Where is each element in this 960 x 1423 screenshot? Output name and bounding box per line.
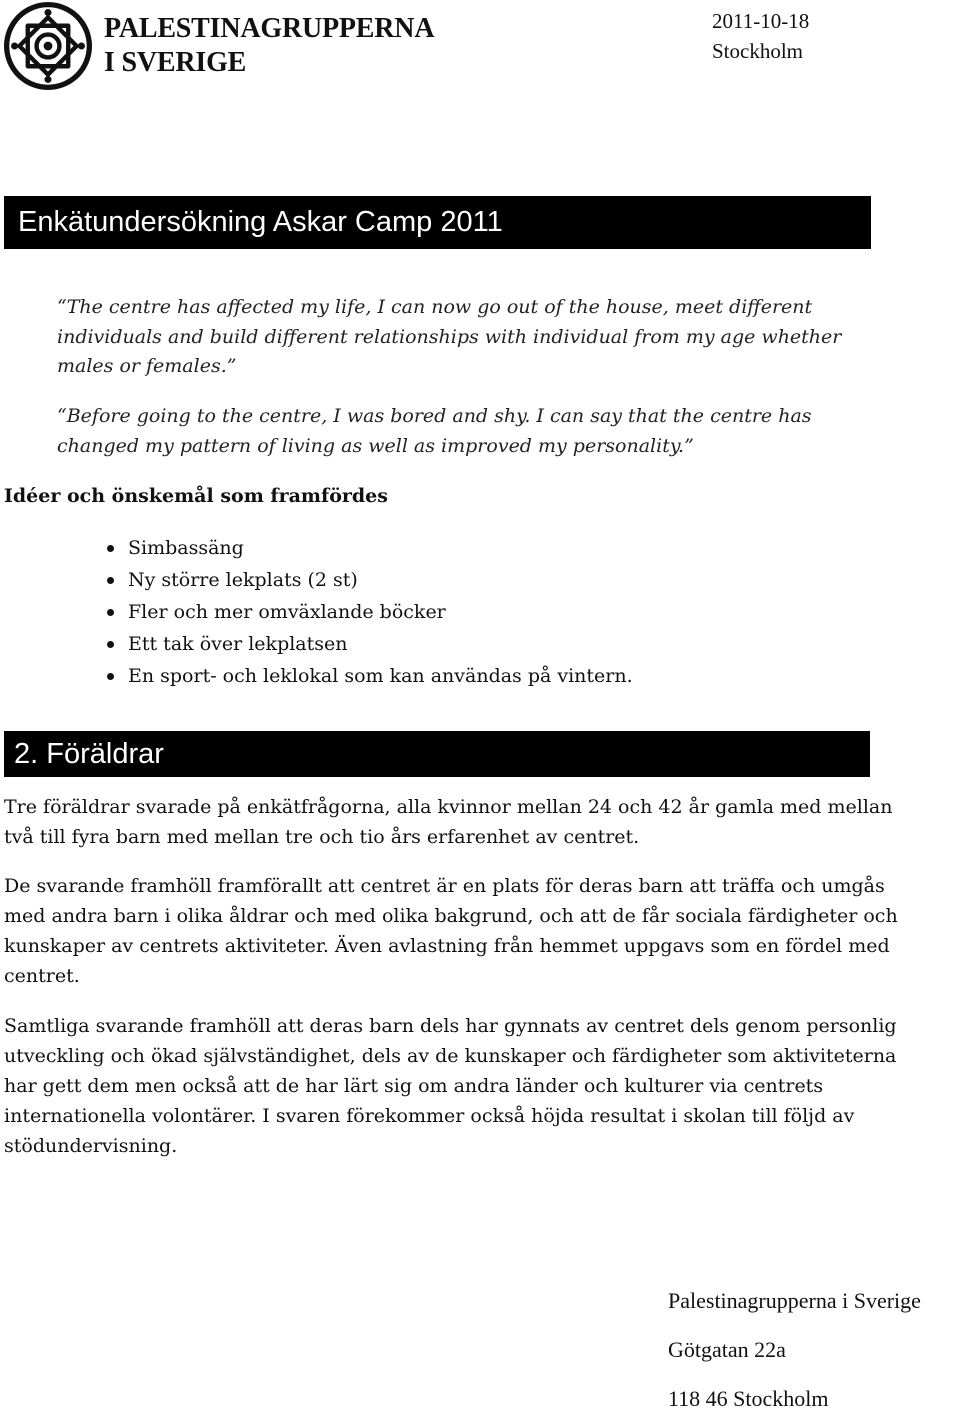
ideas-heading: Idéer och önskemål som framfördes <box>4 485 388 507</box>
list-item: Simbassäng <box>104 532 633 564</box>
logo-line-2: I SVERIGE <box>104 47 247 78</box>
list-item: En sport- och leklokal som kan användas på vintern. <box>104 660 633 692</box>
respondent-quote-2: “Before going to the centre, I was bored and shy. I can say that the centre has changed my pattern of living as well as improved my personality.” <box>57 405 812 457</box>
arabesque-emblem-icon <box>4 2 92 90</box>
section-1-title: Enkätundersökning Askar Camp 2011 <box>4 196 871 249</box>
date-location <box>712 6 809 66</box>
parents-paragraph-1: Tre föräldrar svarade på enkätfrågorna, alla kvinnor mellan 24 och 42 år gamla med mellan två till fyra barn med mellan tre och tio års erfarenhet av centret. <box>4 796 893 848</box>
footer-address <box>668 1276 921 1423</box>
parents-paragraph-3: Samtliga svarande framhöll att deras barn dels har gynnats av centret dels genom personlig utveckling och ökad självständighet, dels av de kunskaper och färdigheter som aktiviteterna har gett dem men också att de har lärt sig om andra länder och kulturer via centrets internationella volontärer. I svaren förekommer också höjda resultat i skolan till följd av stödundervisning. <box>4 1015 897 1157</box>
ideas-list <box>104 532 633 692</box>
footer-organization: Palestinagrupperna i Sverige <box>668 1288 921 1313</box>
footer-street: Götgatan 22a <box>668 1337 786 1362</box>
section-2-title: 2. Föräldrar <box>4 731 870 777</box>
logo-wordmark <box>104 12 434 80</box>
logo-line-1: PALESTINAGRUPPERNA <box>104 13 435 44</box>
parents-paragraph-2: De svarande framhöll framförallt att centret är en plats för deras barn att träffa och umgås med andra barn i olika åldrar och med olika bakgrund, och att de får sociala färdigheter och kunskaper av centrets aktiviteter. Även avlastning från hemmet uppgavs som en fördel med centret. <box>4 875 898 987</box>
respondent-quote-1: “The centre has affected my life, I can now go out of the house, meet different individuals and build different relationships with individual from my age whether males or females.” <box>57 296 842 377</box>
list-item: Fler och mer omväxlande böcker <box>104 596 633 628</box>
document-date: 2011-10-18 <box>712 9 810 33</box>
list-item: Ny större lekplats (2 st) <box>104 564 633 596</box>
organization-logo <box>4 2 435 90</box>
list-item: Ett tak över lekplatsen <box>104 628 633 660</box>
document-city: Stockholm <box>712 39 804 63</box>
footer-postal: 118 46 Stockholm <box>668 1386 829 1411</box>
